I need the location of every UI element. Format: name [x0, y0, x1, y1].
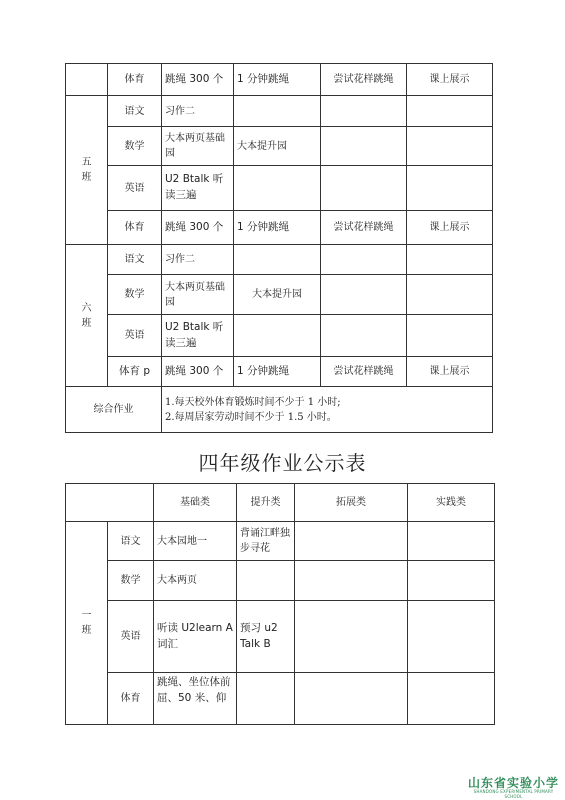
table-row	[66, 275, 493, 315]
basic-cell: 大本园地一	[154, 522, 237, 561]
basic-cell: 习作二	[162, 245, 234, 275]
improve-cell: 预习 u2 Talk B	[237, 601, 295, 673]
improve-cell	[234, 166, 321, 211]
page-title: 四年级作业公示表	[198, 451, 367, 475]
table-row	[66, 387, 493, 433]
practice-cell	[408, 561, 495, 601]
practice-cell	[408, 673, 495, 725]
practice-cell	[407, 166, 493, 211]
basic-cell: U2 Btalk 听读三遍	[162, 315, 234, 357]
class-name-cell: 五 班	[66, 96, 108, 245]
subject-cell: 体育	[108, 673, 154, 725]
basic-cell: 跳绳 300 个	[162, 64, 234, 96]
improve-cell	[234, 96, 321, 127]
table-row	[66, 245, 493, 275]
expand-cell	[321, 166, 407, 211]
table-row	[66, 127, 493, 166]
school-logo-cn: 山东省实验小学	[467, 776, 559, 790]
expand-cell	[321, 245, 407, 275]
school-logo	[466, 777, 561, 800]
table-row	[66, 357, 493, 387]
subject-cell: 体育	[108, 64, 162, 96]
expand-cell	[295, 522, 408, 561]
table-row	[66, 561, 495, 601]
practice-cell: 课上展示	[407, 211, 493, 245]
practice-cell	[408, 522, 495, 561]
class-name-cell: 一 班	[66, 522, 108, 725]
table-row	[66, 315, 493, 357]
expand-cell	[321, 315, 407, 357]
table-row	[66, 64, 493, 96]
table-row	[66, 211, 493, 245]
practice-cell	[407, 245, 493, 275]
summary-line: 2.每周居家劳动时间不少于 1.5 小时。	[165, 411, 337, 423]
practice-cell: 课上展示	[407, 64, 493, 96]
practice-cell: 课上展示	[407, 357, 493, 387]
header-practice: 实践类	[408, 484, 495, 522]
expand-cell	[321, 275, 407, 315]
expand-cell	[321, 127, 407, 166]
basic-cell: 大本两页基础园	[162, 275, 234, 315]
subject-cell: 语文	[108, 245, 162, 275]
subject-cell: 英语	[108, 601, 154, 673]
subject-cell: 英语	[108, 315, 162, 357]
table-row	[66, 601, 495, 673]
summary-label: 综合作业	[66, 387, 162, 433]
table-row	[66, 673, 495, 725]
class-name-cell: 六 班	[66, 245, 108, 387]
basic-cell: 跳绳 300 个	[162, 211, 234, 245]
expand-cell: 尝试花样跳绳	[321, 211, 407, 245]
subject-cell: 数学	[108, 275, 162, 315]
expand-cell	[321, 96, 407, 127]
homework-table-bottom	[65, 483, 495, 725]
practice-cell	[407, 315, 493, 357]
basic-cell: 跳绳、坐位体前屈、50 米、仰	[154, 673, 237, 725]
table-row	[66, 96, 493, 127]
subject-cell: 语文	[108, 96, 162, 127]
subject-cell: 数学	[108, 561, 154, 601]
expand-cell	[295, 601, 408, 673]
improve-cell: 1 分钟跳绳	[234, 211, 321, 245]
class-cell-empty	[66, 64, 108, 96]
expand-cell	[295, 561, 408, 601]
header-basic: 基础类	[154, 484, 237, 522]
practice-cell	[407, 96, 493, 127]
improve-cell: 大本提升园	[234, 275, 321, 315]
basic-cell: 大本两页基础园	[162, 127, 234, 166]
practice-cell	[407, 275, 493, 315]
basic-cell: 大本两页	[154, 561, 237, 601]
basic-cell: 听读 U2learn A 词汇	[154, 601, 237, 673]
basic-cell: U2 Btalk 听读三遍	[162, 166, 234, 211]
expand-cell: 尝试花样跳绳	[321, 64, 407, 96]
improve-cell: 1 分钟跳绳	[234, 64, 321, 96]
subject-cell: 体育 p	[108, 357, 162, 387]
table-header-row	[66, 484, 495, 522]
practice-cell	[407, 127, 493, 166]
table-row	[66, 522, 495, 561]
improve-cell: 大本提升园	[234, 127, 321, 166]
improve-cell	[234, 245, 321, 275]
subject-cell: 体育	[108, 211, 162, 245]
table-row	[66, 166, 493, 211]
basic-cell: 跳绳 300 个	[162, 357, 234, 387]
expand-cell: 尝试花样跳绳	[321, 357, 407, 387]
improve-cell	[234, 315, 321, 357]
improve-cell: 1 分钟跳绳	[234, 357, 321, 387]
homework-table-top	[65, 63, 493, 433]
subject-cell: 英语	[108, 166, 162, 211]
basic-cell: 习作二	[162, 96, 234, 127]
improve-cell	[237, 561, 295, 601]
header-improve: 提升类	[237, 484, 295, 522]
practice-cell	[408, 601, 495, 673]
subject-cell: 数学	[108, 127, 162, 166]
subject-cell: 语文	[108, 522, 154, 561]
summary-line: 1.每天校外体育锻炼时间不少于 1 小时;	[165, 396, 341, 408]
header-expand: 拓展类	[295, 484, 408, 522]
expand-cell	[295, 673, 408, 725]
improve-cell: 背诵江畔独步寻花	[237, 522, 295, 561]
improve-cell	[237, 673, 295, 725]
summary-content	[162, 387, 493, 433]
school-logo-en: SHANDONG EXPERIMENTAL PRIMARY SCHOOL	[473, 789, 554, 799]
header-empty	[66, 484, 154, 522]
